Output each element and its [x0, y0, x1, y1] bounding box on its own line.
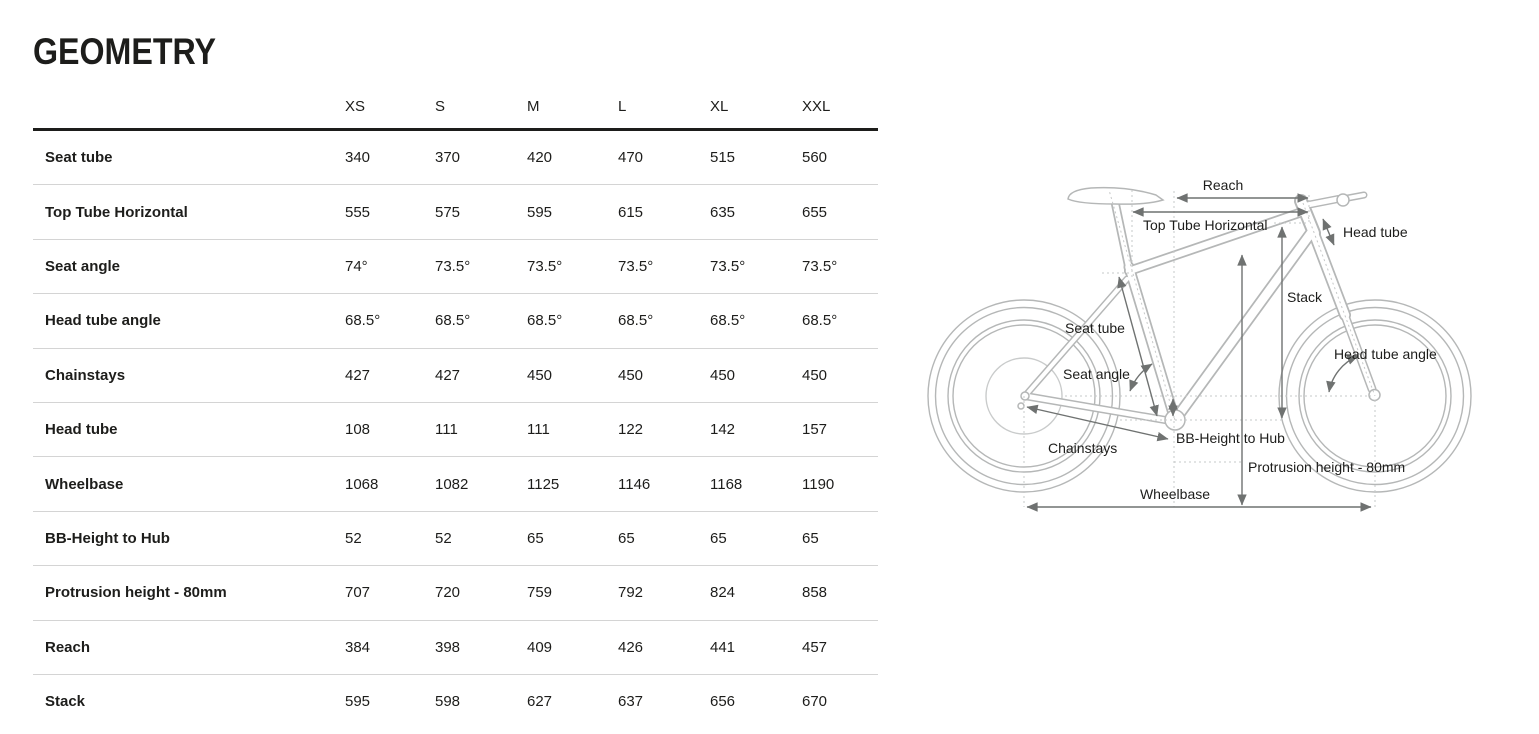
row-label: BB-Height to Hub — [45, 529, 170, 547]
cell-value: 73.5° — [527, 257, 563, 275]
protrusion-height-label: Protrusion height - 80mm — [1248, 459, 1406, 475]
cell-value: 68.5° — [435, 312, 471, 330]
table-row — [33, 621, 878, 675]
table-row — [33, 240, 878, 294]
cell-value: 792 — [618, 584, 644, 602]
cell-value: 68.5° — [527, 312, 563, 330]
cell-value: 52 — [435, 529, 452, 547]
cell-value: 470 — [618, 149, 644, 167]
reach-label: Reach — [1202, 177, 1244, 193]
wheelbase-label: Wheelbase — [1139, 486, 1211, 502]
bike-geometry-diagram — [915, 155, 1539, 534]
seat-tube-label: Seat tube — [1065, 320, 1125, 336]
geometry-table — [33, 85, 878, 728]
cell-value: 450 — [802, 366, 828, 384]
geometry-table-header — [33, 85, 878, 131]
cell-value: 441 — [710, 638, 736, 656]
cell-value: 560 — [802, 149, 828, 167]
column-header: L — [618, 98, 627, 115]
cell-value: 655 — [802, 203, 828, 221]
cell-value: 555 — [345, 203, 371, 221]
cell-value: 627 — [527, 693, 553, 711]
cell-value: 427 — [435, 366, 461, 384]
cell-value: 670 — [802, 693, 828, 711]
cell-value: 65 — [710, 529, 727, 547]
cell-value: 595 — [527, 203, 553, 221]
row-label: Stack — [45, 693, 86, 711]
table-row — [33, 131, 878, 185]
cell-value: 108 — [345, 421, 371, 439]
cell-value: 370 — [435, 149, 461, 167]
cell-value: 111 — [527, 421, 550, 439]
cell-value: 73.5° — [618, 257, 654, 275]
table-row — [33, 512, 878, 566]
table-row — [33, 185, 878, 239]
cell-value: 1190 — [802, 475, 835, 493]
table-row — [33, 457, 878, 511]
head-tube-label: Head tube — [1343, 224, 1408, 240]
cell-value: 637 — [618, 693, 644, 711]
table-row — [33, 294, 878, 348]
cell-value: 595 — [345, 693, 371, 711]
row-label: Head tube angle — [45, 312, 161, 330]
head-tube-arrow — [1323, 219, 1334, 245]
cell-value: 450 — [527, 366, 553, 384]
cell-value: 409 — [527, 638, 553, 656]
chainstays-label: Chainstays — [1048, 440, 1118, 456]
cell-value: 68.5° — [345, 312, 381, 330]
cell-value: 1125 — [527, 475, 560, 493]
bb-height-to-hub-label: BB-Height to Hub — [1176, 430, 1285, 446]
row-label: Reach — [45, 638, 91, 656]
cell-value: 1068 — [345, 475, 379, 493]
cell-value: 73.5° — [710, 257, 746, 275]
seat-angle-label: Seat angle — [1063, 366, 1130, 382]
page-title: GEOMETRY — [33, 31, 217, 72]
cell-value: 68.5° — [802, 312, 838, 330]
column-header: XL — [710, 98, 729, 115]
cell-value: 74° — [345, 257, 368, 275]
cell-value: 398 — [435, 638, 461, 656]
table-row — [33, 675, 878, 728]
cell-value: 824 — [710, 584, 736, 602]
cell-value: 450 — [618, 366, 644, 384]
cell-value: 575 — [435, 203, 461, 221]
cell-value: 1168 — [710, 475, 743, 493]
row-label: Head tube — [45, 421, 118, 439]
cell-value: 720 — [435, 584, 461, 602]
cell-value: 111 — [435, 421, 458, 439]
cell-value: 515 — [710, 149, 736, 167]
cell-value: 52 — [345, 529, 362, 547]
cell-value: 142 — [710, 421, 736, 439]
cell-value: 426 — [618, 638, 644, 656]
cell-value: 598 — [435, 693, 461, 711]
table-row — [33, 566, 878, 620]
cell-value: 759 — [527, 584, 553, 602]
cell-value: 68.5° — [618, 312, 654, 330]
cell-value: 656 — [710, 693, 736, 711]
cell-value: 68.5° — [710, 312, 746, 330]
cell-value: 1146 — [618, 475, 651, 493]
row-label: Wheelbase — [45, 475, 124, 493]
cell-value: 65 — [527, 529, 544, 547]
cell-value: 1082 — [435, 475, 469, 493]
column-header: XXL — [802, 98, 831, 115]
cell-value: 122 — [618, 421, 644, 439]
saddle-icon — [1068, 188, 1163, 205]
cell-value: 858 — [802, 584, 828, 602]
cell-value: 73.5° — [802, 257, 838, 275]
row-label: Seat angle — [45, 257, 121, 275]
cell-value: 707 — [345, 584, 371, 602]
column-header: S — [435, 98, 446, 115]
head-tube-angle-label: Head tube angle — [1334, 346, 1437, 362]
cell-value: 157 — [802, 421, 828, 439]
cell-value: 420 — [527, 149, 553, 167]
table-row — [33, 403, 878, 457]
row-label: Protrusion height - 80mm — [45, 584, 227, 602]
cell-value: 340 — [345, 149, 371, 167]
geometry-table-body — [33, 131, 878, 728]
cell-value: 65 — [802, 529, 819, 547]
cell-value: 635 — [710, 203, 736, 221]
stack-label: Stack — [1287, 289, 1323, 305]
column-header: XS — [345, 98, 366, 115]
cell-value: 457 — [802, 638, 828, 656]
cell-value: 384 — [345, 638, 371, 656]
cell-value: 615 — [618, 203, 644, 221]
cell-value: 65 — [618, 529, 635, 547]
column-header: M — [527, 98, 540, 115]
cell-value: 450 — [710, 366, 736, 384]
cell-value: 427 — [345, 366, 371, 384]
table-row — [33, 349, 878, 403]
row-label: Seat tube — [45, 149, 113, 167]
row-label: Chainstays — [45, 366, 126, 384]
cell-value: 73.5° — [435, 257, 471, 275]
top-tube-horizontal-label: Top Tube Horizontal — [1143, 217, 1268, 233]
row-label: Top Tube Horizontal — [45, 203, 188, 221]
